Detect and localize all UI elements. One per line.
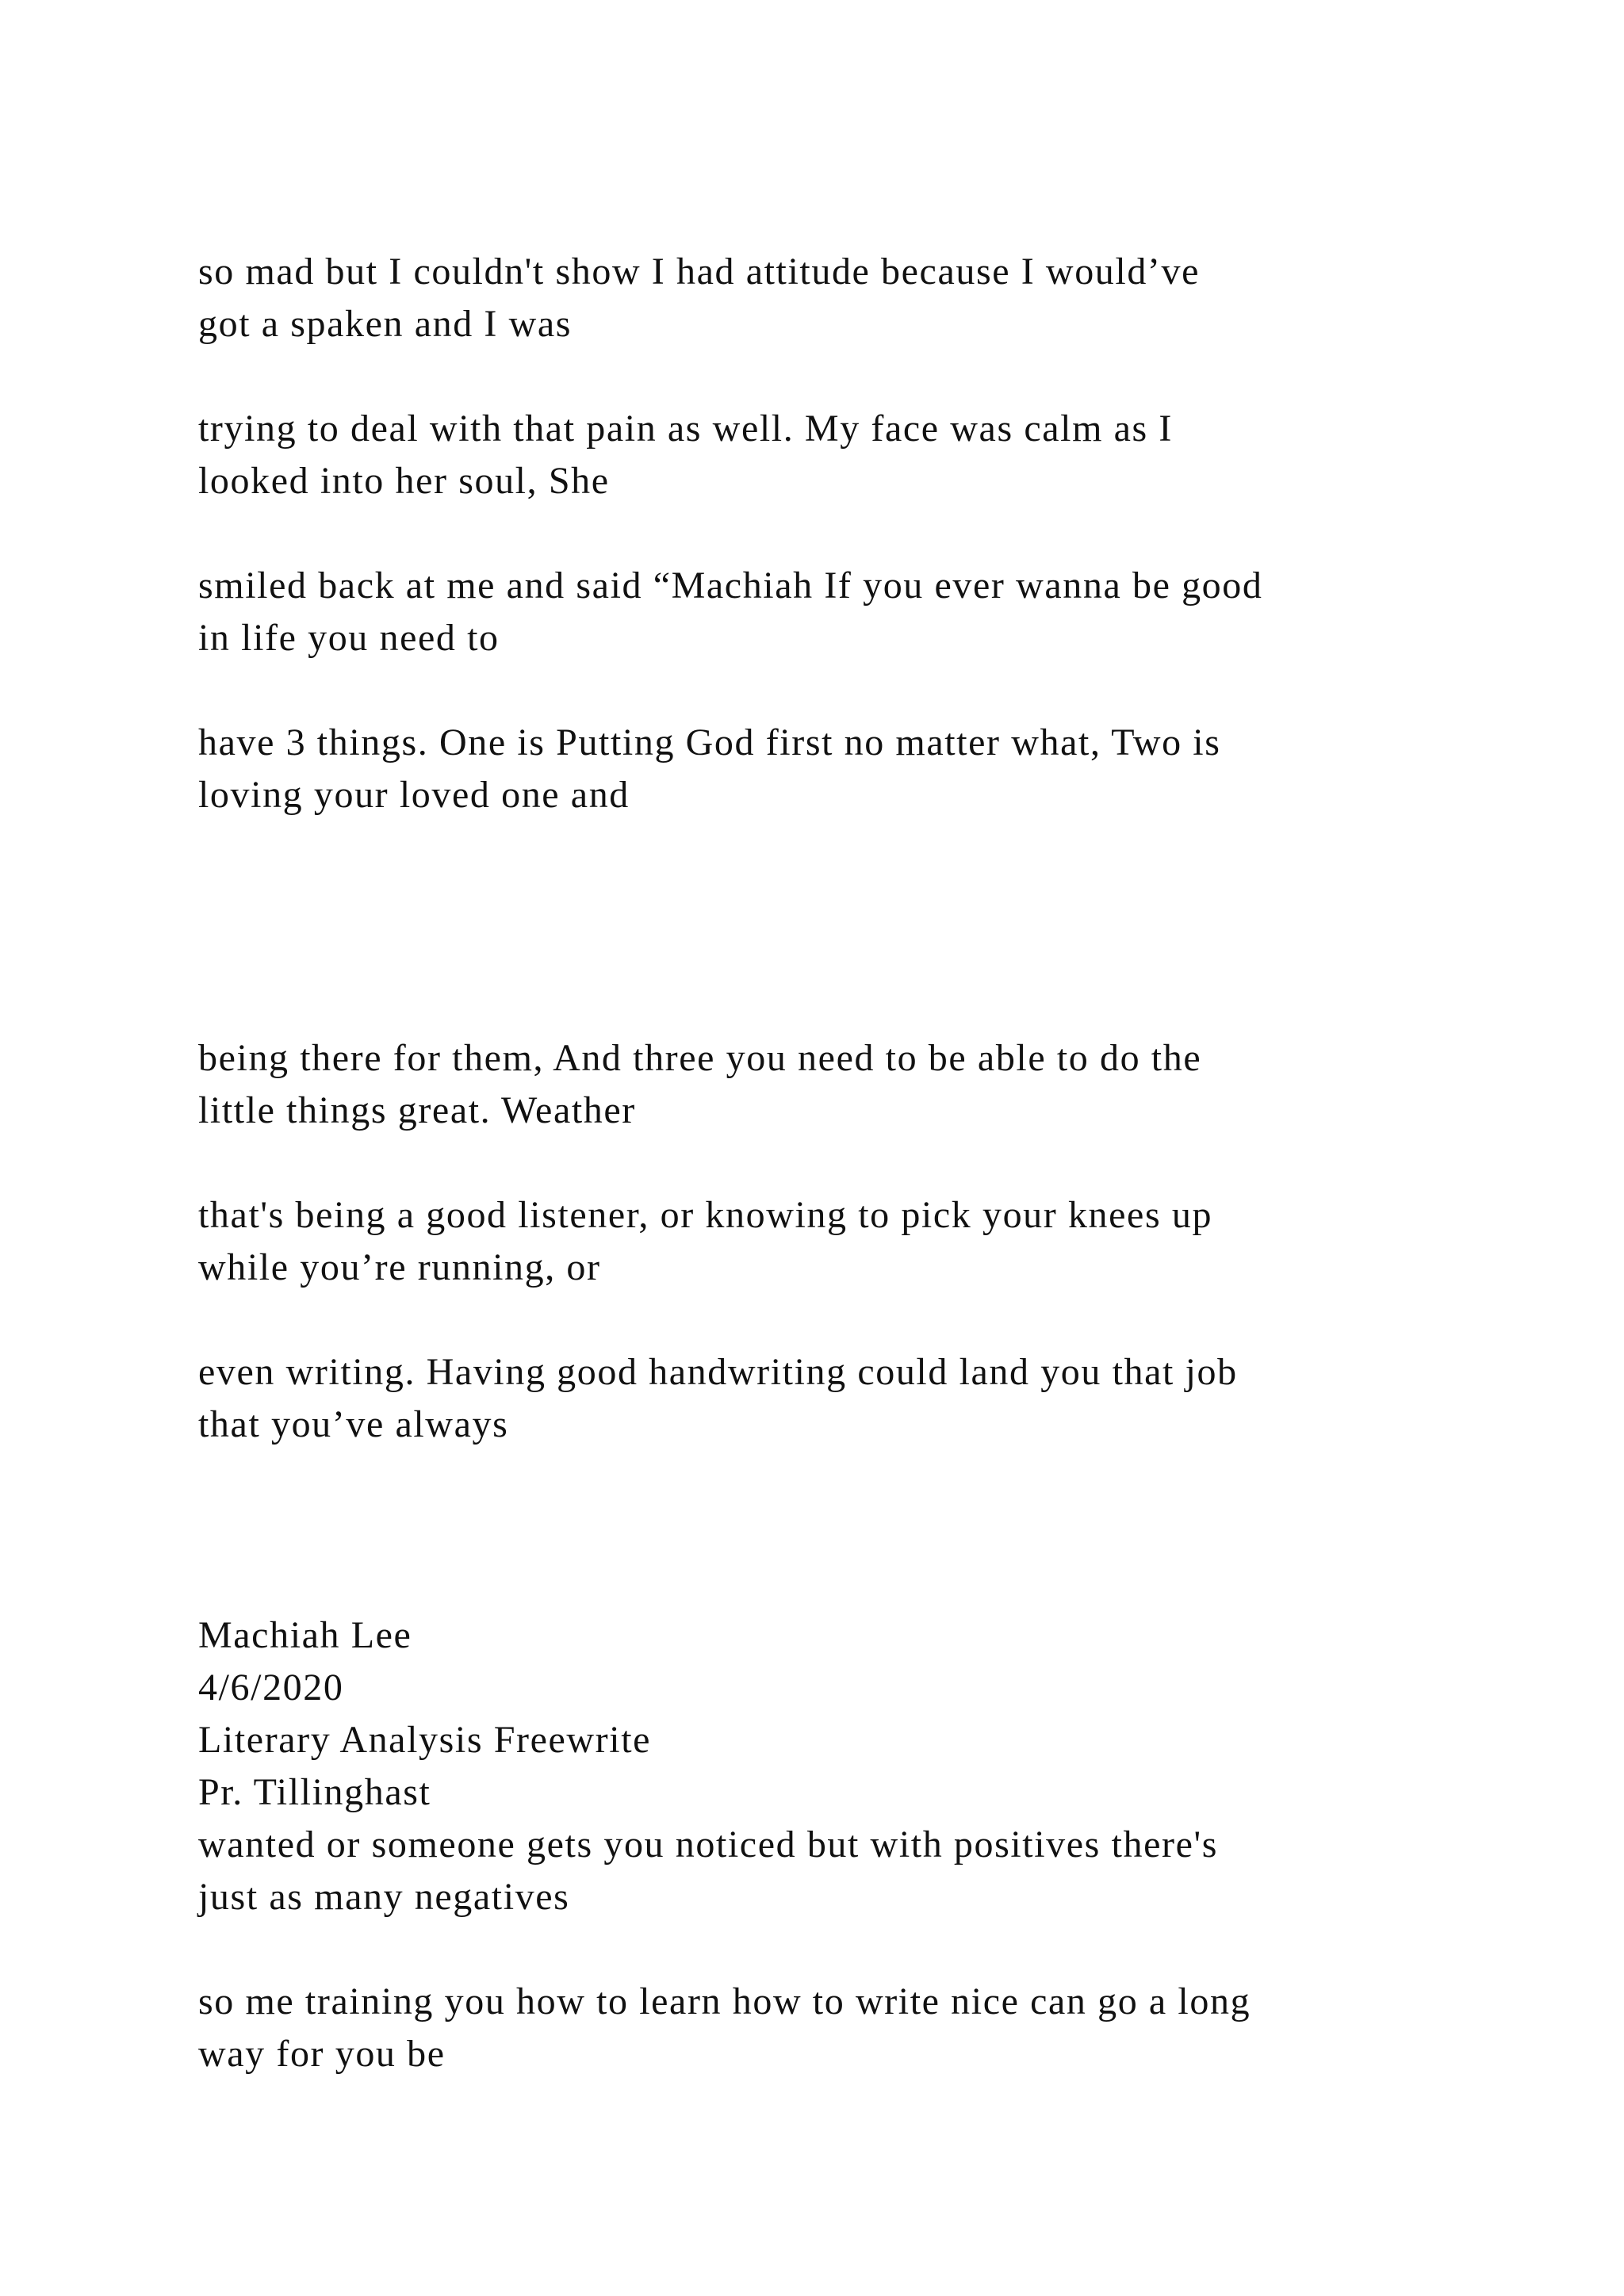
paragraph-7-line-1: even writing. Having good handwriting could land you that job — [198, 1351, 1238, 1393]
paragraph-5-line-1: being there for them, And three you need to be able to do the — [198, 1037, 1202, 1079]
paragraph-4-line-1: have 3 things. One is Putting God first no matter what, Two is — [198, 721, 1221, 763]
instructor-name: Pr. Tillinghast — [198, 1771, 431, 1813]
paragraph-6-line-1: that's being a good listener, or knowing to pick your knees up — [198, 1194, 1213, 1236]
paragraph-4-line-2: loving your loved one and — [198, 774, 630, 816]
paragraph-1-line-1: so mad but I couldn't show I had attitude because I would’ve — [198, 251, 1201, 293]
document-date: 4/6/2020 — [198, 1667, 344, 1709]
closing-paragraph-1-line-1: wanted or someone gets you noticed but with positives there's — [198, 1823, 1219, 1866]
paragraph-1-line-2: got a spaken and I was — [198, 303, 573, 345]
paragraph-7-line-2: that you’ve always — [198, 1403, 509, 1445]
paragraph-3-line-2: in life you need to — [198, 617, 500, 659]
closing-paragraph-1-line-2: just as many negatives — [198, 1876, 570, 1918]
paragraph-2-line-2: looked into her soul, She — [198, 460, 610, 502]
paragraph-5-line-2: little things great. Weather — [198, 1089, 636, 1131]
closing-paragraph-2-line-1: so me training you how to learn how to write nice can go a long — [198, 1980, 1251, 2022]
author-name: Machiah Lee — [198, 1614, 412, 1656]
closing-paragraph-2-line-2: way for you be — [198, 2033, 446, 2075]
paragraph-2-line-1: trying to deal with that pain as well. My face was calm as I — [198, 408, 1173, 450]
paragraph-6-line-2: while you’re running, or — [198, 1246, 601, 1288]
paragraph-3-line-1: smiled back at me and said “Machiah If you ever wanna be good — [198, 564, 1263, 607]
assignment-title: Literary Analysis Freewrite — [198, 1719, 652, 1761]
